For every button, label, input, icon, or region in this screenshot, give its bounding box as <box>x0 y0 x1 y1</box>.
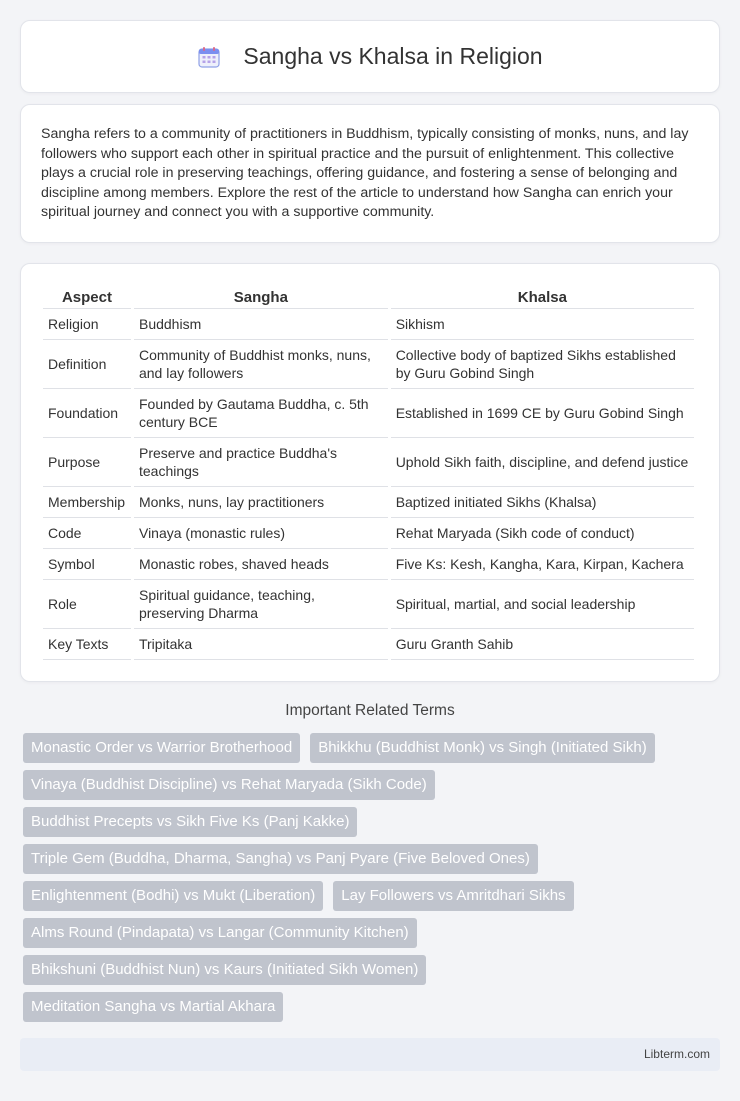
table-cell-aspect: Purpose <box>43 438 131 487</box>
table-row <box>43 580 694 629</box>
footer-site-link[interactable]: Libterm.com <box>643 1047 710 1061</box>
table-header-row <box>43 286 694 309</box>
table-header-khalsa: Khalsa <box>391 286 694 309</box>
table-cell-khalsa: Five Ks: Kesh, Kangha, Kara, Kirpan, Kachera <box>391 549 694 580</box>
page-title: Sangha vs Khalsa in Religion <box>243 43 543 69</box>
table-cell-aspect: Code <box>43 518 131 549</box>
related-term-tag[interactable]: Lay Followers vs Amritdhari Sikhs <box>333 881 573 911</box>
related-terms-list <box>23 733 713 1029</box>
table-header-sangha: Sangha <box>134 286 388 309</box>
related-term-tag[interactable]: Triple Gem (Buddha, Dharma, Sangha) vs Panj Pyare (Five Beloved Ones) <box>23 844 538 874</box>
related-term-tag[interactable]: Meditation Sangha vs Martial Akhara <box>23 992 283 1022</box>
table-row <box>43 389 694 438</box>
table-cell-aspect: Religion <box>43 309 131 340</box>
table-cell-khalsa: Spiritual, martial, and social leadership <box>391 580 694 629</box>
comparison-table-card <box>20 263 720 682</box>
table-cell-sangha: Buddhism <box>134 309 388 340</box>
table-cell-sangha: Spiritual guidance, teaching, preserving Dharma <box>134 580 388 629</box>
table-cell-khalsa: Collective body of baptized Sikhs established by Guru Gobind Singh <box>391 340 694 389</box>
related-term-tag[interactable]: Bhikshuni (Buddhist Nun) vs Kaurs (Initiated Sikh Women) <box>23 955 426 985</box>
related-term-tag[interactable]: Vinaya (Buddhist Discipline) vs Rehat Maryada (Sikh Code) <box>23 770 435 800</box>
table-cell-sangha: Vinaya (monastic rules) <box>134 518 388 549</box>
table-cell-sangha: Monastic robes, shaved heads <box>134 549 388 580</box>
related-term-tag[interactable]: Buddhist Precepts vs Sikh Five Ks (Panj Kakke) <box>23 807 357 837</box>
related-term-tag[interactable]: Enlightenment (Bodhi) vs Mukt (Liberation) <box>23 881 323 911</box>
table-cell-aspect: Symbol <box>43 549 131 580</box>
table-cell-aspect: Key Texts <box>43 629 131 660</box>
table-cell-sangha: Community of Buddhist monks, nuns, and lay followers <box>134 340 388 389</box>
related-terms-title: Important Related Terms <box>285 702 455 719</box>
table-cell-sangha: Preserve and practice Buddha's teachings <box>134 438 388 487</box>
header-card <box>20 20 720 93</box>
table-cell-aspect: Role <box>43 580 131 629</box>
table-row <box>43 549 694 580</box>
table-row <box>43 438 694 487</box>
table-cell-sangha: Founded by Gautama Buddha, c. 5th century BCE <box>134 389 388 438</box>
table-cell-khalsa: Established in 1699 CE by Guru Gobind Singh <box>391 389 694 438</box>
related-term-tag[interactable]: Monastic Order vs Warrior Brotherhood <box>23 733 300 763</box>
table-cell-aspect: Definition <box>43 340 131 389</box>
table-row <box>43 309 694 340</box>
related-term-tag[interactable]: Bhikkhu (Buddhist Monk) vs Singh (Initiated Sikh) <box>310 733 654 763</box>
intro-paragraph: Sangha refers to a community of practitioners in Buddhism, typically consisting of monks, nuns, and lay followers who support each other in spiritual practice and the pursuit of enlightenment. This collective plays a crucial role in preserving teachings, offering guidance, and fostering a sense of belonging and discipline among members. Explore the rest of the article to understand how Sangha can enrich your spiritual journey and connect you with a supportive community. <box>41 126 689 221</box>
table-header-aspect: Aspect <box>43 286 131 309</box>
table-row <box>43 487 694 518</box>
table-row <box>43 518 694 549</box>
table-cell-sangha: Tripitaka <box>134 629 388 660</box>
table-cell-aspect: Foundation <box>43 389 131 438</box>
table-cell-khalsa: Uphold Sikh faith, discipline, and defend justice <box>391 438 694 487</box>
intro-card <box>20 104 720 243</box>
table-cell-sangha: Monks, nuns, lay practitioners <box>134 487 388 518</box>
table-cell-khalsa: Guru Granth Sahib <box>391 629 694 660</box>
table-cell-khalsa: Sikhism <box>391 309 694 340</box>
table-cell-khalsa: Rehat Maryada (Sikh code of conduct) <box>391 518 694 549</box>
table-row <box>43 340 694 389</box>
calendar-icon <box>197 45 221 69</box>
table-row <box>43 629 694 660</box>
footer <box>20 1038 720 1071</box>
comparison-table <box>40 286 697 660</box>
related-term-tag[interactable]: Alms Round (Pindapata) vs Langar (Community Kitchen) <box>23 918 417 948</box>
table-cell-aspect: Membership <box>43 487 131 518</box>
table-cell-khalsa: Baptized initiated Sikhs (Khalsa) <box>391 487 694 518</box>
